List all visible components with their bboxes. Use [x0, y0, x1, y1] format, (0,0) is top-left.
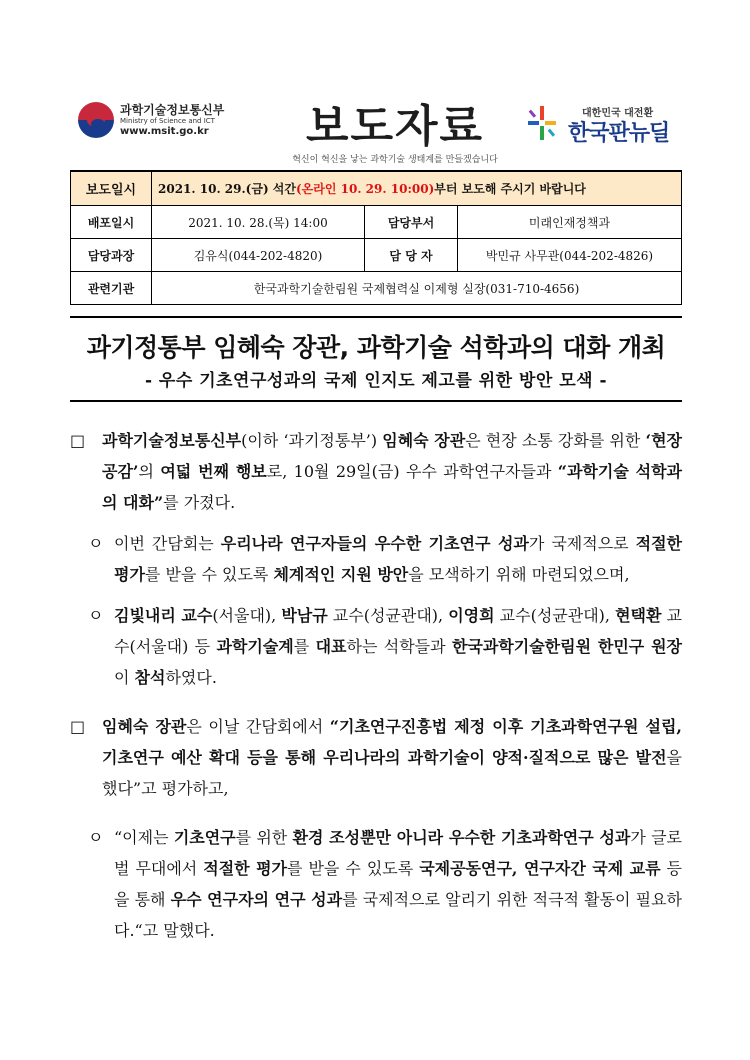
- text-run: 교수(성균관대),: [494, 606, 616, 625]
- text-run: 를 가졌다.: [163, 493, 236, 512]
- body-paragraph-3: [70, 600, 682, 693]
- circle-bullet: ㅇ: [88, 606, 104, 625]
- text-run: 가 국제적으로: [528, 534, 636, 553]
- text-run: 를 국제적으로 알리기 위한 적극적 활동이 필요하다.“: [114, 890, 682, 940]
- text-run: 를 위한: [235, 828, 293, 847]
- release-date-label: 보도일시: [71, 171, 152, 206]
- text-run: 참석: [134, 668, 166, 687]
- government-emblem-icon: [78, 102, 114, 138]
- text-run: “기초연구진흥법 제정 이후 기초과학연구원 설립, 기초연구 예산 확대 등을 통해 우리나라의 과학기술이 양적·질적으로 많은 발전: [102, 717, 682, 767]
- agency-label: 관련기관: [71, 272, 152, 305]
- text-run: 국제공동연구, 연구자간 국제 교류: [419, 859, 661, 878]
- text-run: (이하 ‘과기정통부’): [241, 431, 383, 450]
- new-deal-name: 한국판뉴딜: [568, 121, 670, 146]
- headline-box: [70, 316, 682, 402]
- text-run: 기초연구: [173, 828, 236, 847]
- ministry-logo: [78, 102, 224, 138]
- text-run: 은 현장 소통 강화를 위한: [465, 431, 646, 450]
- square-bullet: □: [70, 431, 86, 450]
- text-run: 임혜숙 장관: [382, 431, 466, 450]
- text-run: 우수 연구자의 연구 성과: [170, 890, 343, 909]
- new-deal-mark-icon: [528, 106, 556, 140]
- text-run: 교수(성균관대),: [327, 606, 449, 625]
- press-body: [70, 425, 682, 946]
- text-run: 하였다.: [165, 668, 217, 687]
- text-run: 임혜숙 장관: [102, 717, 187, 736]
- text-run: 김빛내리 교수: [114, 606, 213, 625]
- text-run: 과학기술정보통신부: [102, 431, 242, 450]
- text-run: ‘현장 공감’: [102, 431, 682, 481]
- square-bullet: □: [70, 717, 86, 736]
- body-paragraph-5: [70, 822, 682, 946]
- text-run: 를 받을 수 있도록: [144, 565, 274, 584]
- text-run: 이번 간담회는: [114, 534, 221, 553]
- body-paragraph-1: [70, 425, 682, 518]
- press-header: [70, 92, 690, 165]
- text-run: 하는 석학들과: [346, 637, 452, 656]
- text-run: 고 말했다.: [142, 921, 215, 940]
- distribution-label: 배포일시: [71, 206, 152, 239]
- text-run: 체계적인 지원 방안: [273, 565, 409, 584]
- table-row: [71, 171, 682, 206]
- text-run: 를 받을 수 있도록: [287, 859, 420, 878]
- headline-title: 과기정통부 임혜숙 장관, 과학기술 석학과의 대화 개최: [86, 333, 666, 362]
- text-run: 은 이날 간담회에서: [186, 717, 330, 736]
- text-run: 우리나라 연구자들의 우수한 기초연구 성과: [220, 534, 529, 553]
- text-run: 적절한 평가: [203, 859, 288, 878]
- ministry-english-name: Ministry of Science and ICT: [120, 116, 215, 125]
- officer-value: 박민규 사무관(044-202-4826): [458, 239, 682, 272]
- text-run: “과학기술 석학과의 대화”: [102, 462, 683, 512]
- ministry-url: www.msit.go.kr: [120, 125, 209, 137]
- document-title: 보도자료: [305, 101, 484, 152]
- ministry-name: 과학기술정보통신부: [120, 102, 225, 117]
- manager-label: 담당과장: [71, 239, 152, 272]
- text-run: 교수(서울대) 등: [114, 606, 682, 656]
- text-run: 의: [138, 462, 161, 481]
- release-date-online: (온라인 10. 29. 10:00): [296, 182, 435, 196]
- headline-subtitle: - 우수 기초연구성과의 국제 인지도 제고를 위한 방안 모색 -: [144, 371, 608, 391]
- text-run: 대표: [315, 637, 347, 656]
- table-row: [71, 272, 682, 305]
- manager-value: 김유식(044-202-4820): [152, 239, 365, 272]
- table-row: [71, 239, 682, 272]
- korean-new-deal-logo: [528, 104, 698, 148]
- circle-bullet: ㅇ: [88, 534, 104, 553]
- text-run: 를: [293, 637, 316, 656]
- text-run: 이: [114, 668, 135, 687]
- text-run: “이제는: [114, 828, 174, 847]
- text-run: 한국과학기술한림원 한민구 원장: [451, 637, 682, 656]
- text-run: 을 모색하기 위해 마련되었으며,: [408, 565, 630, 584]
- body-paragraph-4: [70, 711, 682, 804]
- release-date-value: [152, 171, 682, 206]
- body-paragraph-2: [70, 528, 682, 590]
- text-run: 가 글로벌 무대에서: [114, 828, 682, 878]
- text-run: 로, 10월 29일(금) 우수 과학연구자들과: [266, 462, 558, 481]
- text-run: 적절한 평가: [114, 534, 682, 584]
- new-deal-tagline: 대한민국 대전환: [582, 108, 654, 119]
- text-run: (서울대),: [212, 606, 282, 625]
- release-date-main: 2021. 10. 29.(금) 석간: [158, 182, 296, 196]
- ministry-slogan: 혁신이 혁신을 낳는 과학기술 생태계를 만들겠습니다: [292, 155, 498, 165]
- text-run: 과학기술계: [216, 637, 294, 656]
- officer-label: 담 당 자: [365, 239, 458, 272]
- text-run: 환경 조성뿐만 아니라 우수한 기초과학연구 성과: [292, 828, 631, 847]
- department-label: 담당부서: [365, 206, 458, 239]
- release-info-table: [70, 170, 682, 305]
- agency-value: 한국과학기술한림원 국제협력실 이제형 실장(031-710-4656): [152, 272, 682, 305]
- distribution-value: 2021. 10. 28.(목) 14:00: [152, 206, 365, 239]
- text-run: 박남규: [281, 606, 328, 625]
- text-run: 을 했다”고 평가하고,: [102, 748, 682, 798]
- text-run: 등을 통해: [114, 859, 683, 909]
- circle-bullet: ㅇ: [88, 828, 104, 847]
- text-run: 현택환: [615, 606, 662, 625]
- text-run: 이영희: [448, 606, 495, 625]
- department-value: 미래인재정책과: [458, 206, 682, 239]
- text-run: 여덟 번째 행보: [160, 462, 267, 481]
- table-row: [71, 206, 682, 239]
- release-date-tail: 부터 보도해 주시기 바랍니다: [434, 182, 586, 196]
